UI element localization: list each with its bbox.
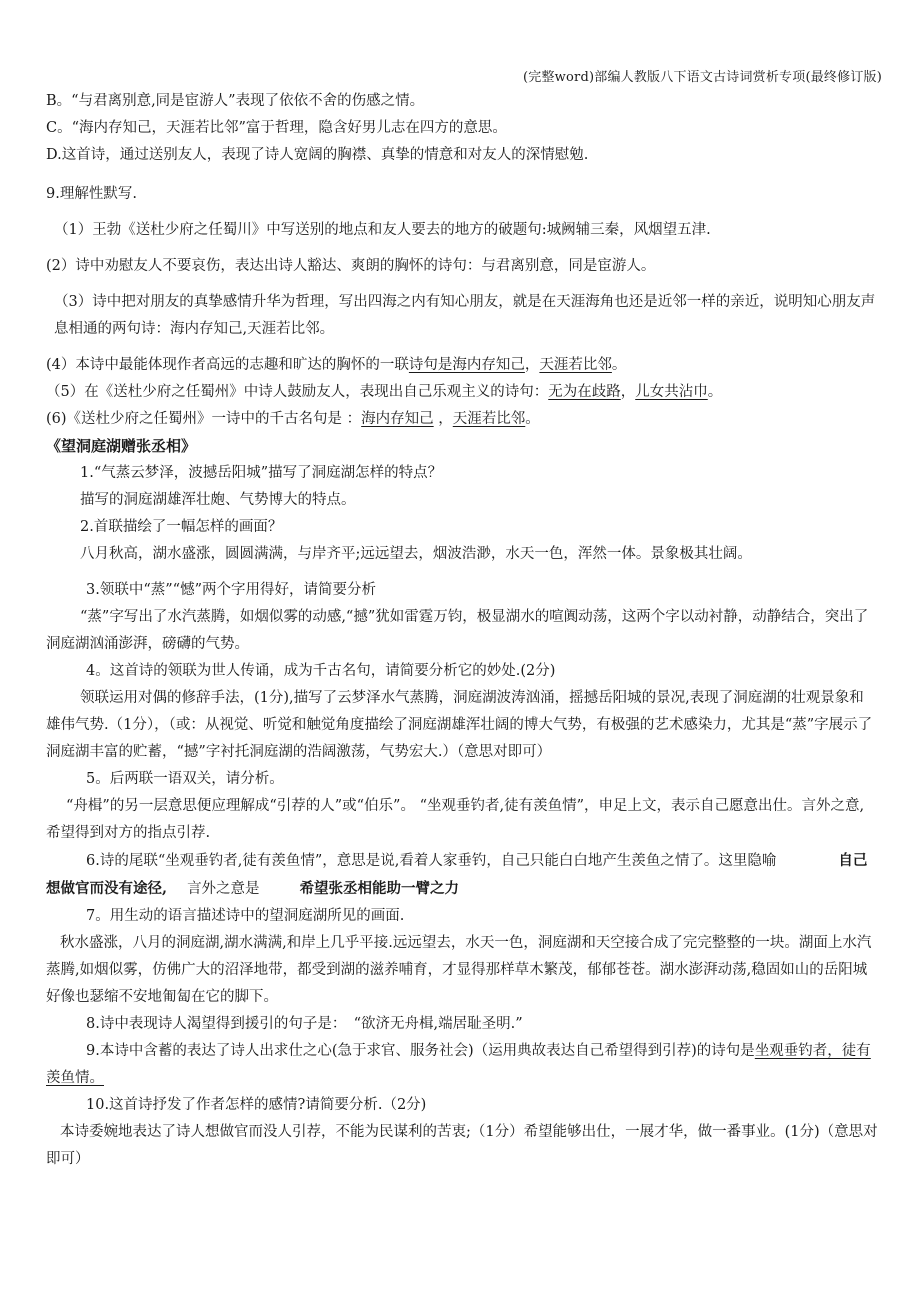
poem-title: 《望洞庭湖赠张丞相》 (46, 437, 197, 455)
s9-q6 (46, 406, 878, 433)
poem-q6 (46, 847, 878, 903)
option-c: C。“海内存知己，天涯若比邻”富于哲理，隐含好男儿志在四方的意思。 (46, 120, 507, 136)
s9-q4-answer-2: 天涯若比邻 (539, 357, 612, 373)
poem-q9-text: 9.本诗中含蓄的表达了诗人出求仕之心(急于求官、服务社会)（运用典故表达自己希望得到引荐)的诗句是 (86, 1043, 755, 1059)
poem-q1: 1.“气蒸云梦泽，波撼岳阳城”描写了洞庭湖怎样的特点？ (80, 465, 443, 481)
document-body (46, 88, 878, 1173)
s9-q4-answer-1: 诗句是海内存知己 (408, 357, 525, 373)
s9-q6-answer-2: 天涯若比邻 (452, 411, 526, 427)
poem-q3: 3.领联中“蒸”“憾”两个字用得好，请简要分析 (86, 582, 376, 598)
s9-q6-text: (6)《送杜少府之任蜀州》一诗中的千古名句是 ： (46, 411, 362, 427)
s9-q4 (46, 352, 878, 379)
option-b: B。“与君离别意,同是宦游人”表现了依依不舍的伤感之情。 (46, 93, 425, 109)
s9-q4-text: (4）本诗中最能体现作者高远的志趣和旷达的胸怀的一联 (46, 357, 409, 373)
s9-q5 (46, 379, 878, 406)
s9-q6-sep: ， (433, 411, 453, 427)
poem-q8: 8.诗中表现诗人渴望得到援引的句子是： “欲济无舟楫,端居耻圣明.” (86, 1016, 523, 1032)
poem-a10: 本诗委婉地表达了诗人想做官而没人引荐，不能为民谋利的苦衷;（1分）希望能够出仕，一展才华，做一番事业。(1分)（意思对即可） (46, 1124, 878, 1167)
poem-q10: 10.这首诗抒发了作者怎样的感情?请简要分析.（2分) (86, 1097, 427, 1113)
poem-q6-mid: 言外之意是 (187, 881, 260, 897)
poem-a7: 秋水盛涨，八月的洞庭湖,湖水满满,和岸上几乎平接.远远望去，水天一色，洞庭湖和天空接合成了完完整整的一块。湖面上水汽蒸腾,如烟似雾，仿佛广大的沼泽地带，都受到湖的滋养哺育，才显得那样草木繁茂，郁郁苍苍。湖水澎湃动荡,稳固如山的岳阳城好像也瑟缩不安地匍匐在它的脚下。 (46, 935, 872, 1005)
s9-q6-answer-1: 海内存知己 (361, 411, 434, 427)
poem-a5: “舟楫”的另一层意思便应理解成“引荐的人”或“伯乐”。 “坐观垂钓者,徒有羡鱼情”，申足上文，表示自己愿意出仕。言外之意,希望得到对方的指点引荐. (46, 798, 865, 841)
poem-q2: 2.首联描绘了一幅怎样的画面？ (80, 519, 283, 535)
s9-q4-end: 。 (611, 357, 627, 373)
poem-q9 (46, 1038, 878, 1092)
s9-q5-answer-1: 无为在歧路 (548, 384, 621, 400)
poem-a2: 八月秋高，湖水盛涨，圆圆满满，与岸齐平;远远望去，烟波浩渺，水天一色，浑然一体。景象极其壮阔。 (80, 546, 752, 562)
poem-q6-text: 6.诗的尾联“坐观垂钓者,徒有羡鱼情”，意思是说,看着人家垂钓，自己只能白白地产生羡鱼之情了。这里隐喻 (86, 853, 777, 869)
poem-a4: 领联运用对偶的修辞手法，(1分),描写了云梦泽水气蒸腾，洞庭湖波涛汹涌，摇撼岳阳城的景况,表现了洞庭湖的壮观景象和雄伟气势.（1分），（或：从视觉、听觉和触觉角度描绘了洞庭湖雄浑壮阔的博大气势，有极强的艺术感染力，尤其是“蒸”字展示了洞庭湖丰富的贮蓄，“撼”字衬托洞庭湖的浩阔激荡，气势宏大.）（意思对即可） (46, 690, 873, 760)
option-d: D.这首诗，通过送别友人，表现了诗人宽阔的胸襟、真挚的情意和对友人的深情慰勉. (46, 147, 589, 163)
poem-q6-answer-1: 自己想做官而没有途径, (46, 852, 868, 897)
poem-q9-answer: 坐观垂钓者，徒有羡鱼情。 (46, 1043, 871, 1086)
document-header: (完整word)部编人教版八下语文古诗词赏析专项(最终修订版) (523, 70, 882, 85)
section-9-heading: 9.理解性默写. (46, 186, 137, 202)
s9-q3: （3）诗中把对朋友的真挚感情升华为哲理，写出四海之内有知心朋友，就是在天涯海角也还是近邻一样的亲近，说明知心朋友声息相通的两句诗：海内存知己,天涯若比邻。 (54, 294, 876, 337)
poem-a1: 描写的洞庭湖雄浑壮皰、气势博大的特点。 (80, 492, 356, 508)
poem-q7: 7。用生动的语言描述诗中的望洞庭湖所见的画面. (86, 908, 405, 924)
poem-q4: 4。这首诗的领联为世人传诵，成为千古名句，请简要分析它的妙处.(2分) (86, 663, 556, 679)
s9-q5-text: （5）在《送杜少府之任蜀州》中诗人鼓励友人，表现出自己乐观主义的诗句： (46, 384, 549, 400)
poem-a3: “蒸”字写出了水汽蒸腾，如烟似雾的动感,“撼”犹如雷霆万钧，极显湖水的喧阗动荡，这两个字以动衬静，动静结合，突出了洞庭湖汹涌澎湃，磅礴的气势。 (46, 609, 869, 652)
s9-q1: （1）王勃《送杜少府之任蜀川》中写送别的地点和友人要去的地方的破题句:城阙辅三秦，风烟望五津. (54, 222, 711, 238)
s9-q5-end: 。 (707, 384, 723, 400)
s9-q4-sep: ， (524, 357, 540, 373)
s9-q5-sep: ， (620, 384, 636, 400)
poem-q6-answer-2: 希望张丞相能助一臂之力 (299, 880, 460, 897)
s9-q2: (2）诗中劝慰友人不要哀伤，表达出诗人豁达、爽朗的胸怀的诗句：与君离别意，同是宦游人。 (46, 258, 656, 274)
s9-q6-end: 。 (525, 411, 540, 427)
s9-q5-answer-2: 儿女共沾巾 (635, 384, 708, 400)
poem-q5: 5。后两联一语双关，请分析。 (86, 771, 284, 787)
